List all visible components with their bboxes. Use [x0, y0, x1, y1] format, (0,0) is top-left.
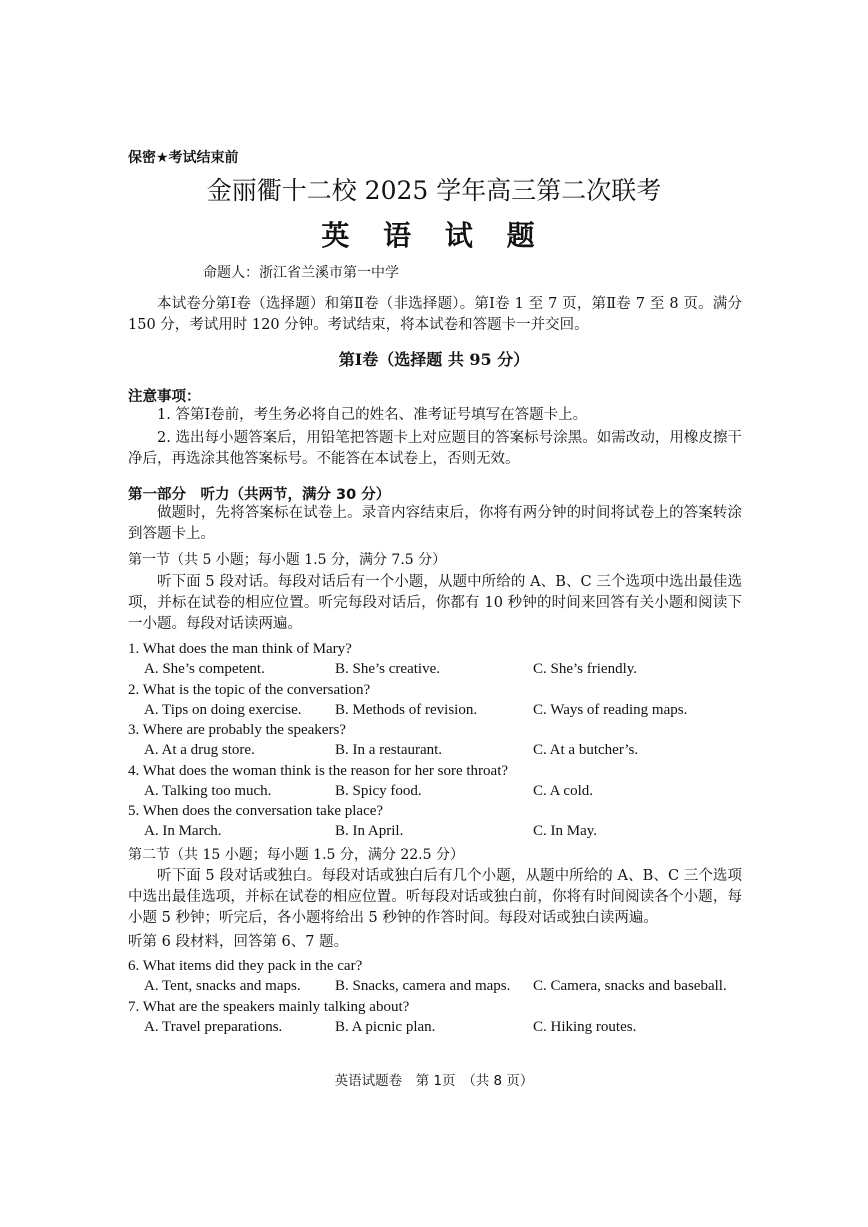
intro-paragraph: 本试卷分第Ⅰ卷（选择题）和第Ⅱ卷（非选择题）。第Ⅰ卷 1 至 7 页，第Ⅱ卷 7 至 8 页。满分 150 分，考试用时 120 分钟。考试结束，将本试卷和答题卡一并交回。	[128, 296, 742, 333]
question-stem: 3. Where are probably the speakers?	[128, 722, 346, 738]
section-one-heading: 第一节（共 5 小题；每小题 1.5 分，满分 7.5 分）	[128, 552, 447, 568]
option-a: A. Tent, snacks and maps.	[144, 978, 301, 994]
option-a: A. At a drug store.	[144, 742, 255, 758]
notice-item: 2. 选出每小题答案后，用铅笔把答题卡上对应题目的答案标号涂黑。如需改动，用橡皮擦干净后，再选涂其他答案标号。不能答在本试卷上，否则无效。	[128, 430, 742, 467]
material-note: 听第 6 段材料，回答第 6、7 题。	[128, 934, 349, 950]
notice-heading: 注意事项：	[128, 389, 201, 405]
option-b: B. In April.	[335, 823, 404, 839]
question-stem: 6. What items did they pack in the car?	[128, 958, 363, 974]
option-c: C. Hiking routes.	[533, 1018, 637, 1035]
option-c: C. A cold.	[533, 782, 594, 799]
confidential-label: 保密★考试结束前	[128, 150, 239, 166]
notice-item: 1. 答第Ⅰ卷前，考生务必将自己的姓名、准考证号填写在答题卡上。	[157, 407, 588, 423]
option-a: A. In March.	[144, 823, 222, 839]
author-line: 命题人：浙江省兰溪市第一中学	[203, 265, 399, 281]
option-c: C. Ways of reading maps.	[533, 701, 688, 718]
option-a: A. Talking too much.	[144, 782, 272, 799]
part-one-heading: 第一部分 听力（共两节，满分 30 分）	[128, 487, 391, 503]
section-one-instruction: 听下面 5 段对话。每段对话后有一个小题，从题中所给的 A、B、C 三个选项中选出最佳选项，并标在试卷的相应位置。听完每段对话后，你都有 10 秒钟的时间来回答有关小题和阅读下一小题。每段对话读两遍。	[128, 574, 742, 632]
exam-subtitle: 英 语 试 题	[321, 219, 547, 252]
option-b: B. She’s creative.	[335, 661, 440, 677]
part-one-instruction: 做题时，先将答案标在试卷上。录音内容结束后，你将有两分钟的时间将试卷上的答案转涂到答题卡上。	[128, 505, 742, 542]
question-stem: 4. What does the woman think is the reason for her sore throat?	[128, 762, 509, 779]
option-c: C. Camera, snacks and baseball.	[533, 978, 727, 994]
section-two-heading: 第二节（共 15 小题；每小题 1.5 分，满分 22.5 分）	[128, 847, 464, 863]
option-b: B. Spicy food.	[335, 782, 422, 799]
section-two-instruction: 听下面 5 段对话或独白。每段对话或独白后有几个小题，从题中所给的 A、B、C 三个选项中选出最佳选项，并标在试卷的相应位置。听每段对话或独白前，你将有时间阅读各个小题，每小题 5 秒钟；听完后，各小题将给出 5 秒钟的作答时间。每段对话或独白读两遍。	[128, 868, 742, 926]
exam-title: 金丽衢十二校 2025 学年高三第二次联考	[206, 176, 662, 205]
section-one-title: 第Ⅰ卷（选择题 共 95 分）	[338, 350, 530, 369]
option-a: A. She’s competent.	[144, 661, 265, 677]
page-footer: 英语试题卷 第 1页 （共 8 页）	[334, 1073, 534, 1089]
option-b: B. A picnic plan.	[335, 1018, 436, 1035]
option-c: C. She’s friendly.	[533, 661, 638, 677]
option-c: C. In May.	[533, 823, 598, 839]
option-a: A. Travel preparations.	[144, 1018, 283, 1035]
option-a: A. Tips on doing exercise.	[144, 701, 302, 718]
question-stem: 1. What does the man think of Mary?	[128, 641, 352, 657]
question-stem: 5. When does the conversation take place?	[128, 803, 384, 819]
option-b: B. Snacks, camera and maps.	[335, 978, 511, 994]
question-stem: 7. What are the speakers mainly talking about?	[128, 998, 410, 1015]
question-stem: 2. What is the topic of the conversation?	[128, 681, 371, 698]
option-b: B. Methods of revision.	[335, 701, 478, 718]
option-c: C. At a butcher’s.	[533, 742, 639, 758]
option-b: B. In a restaurant.	[335, 742, 443, 758]
